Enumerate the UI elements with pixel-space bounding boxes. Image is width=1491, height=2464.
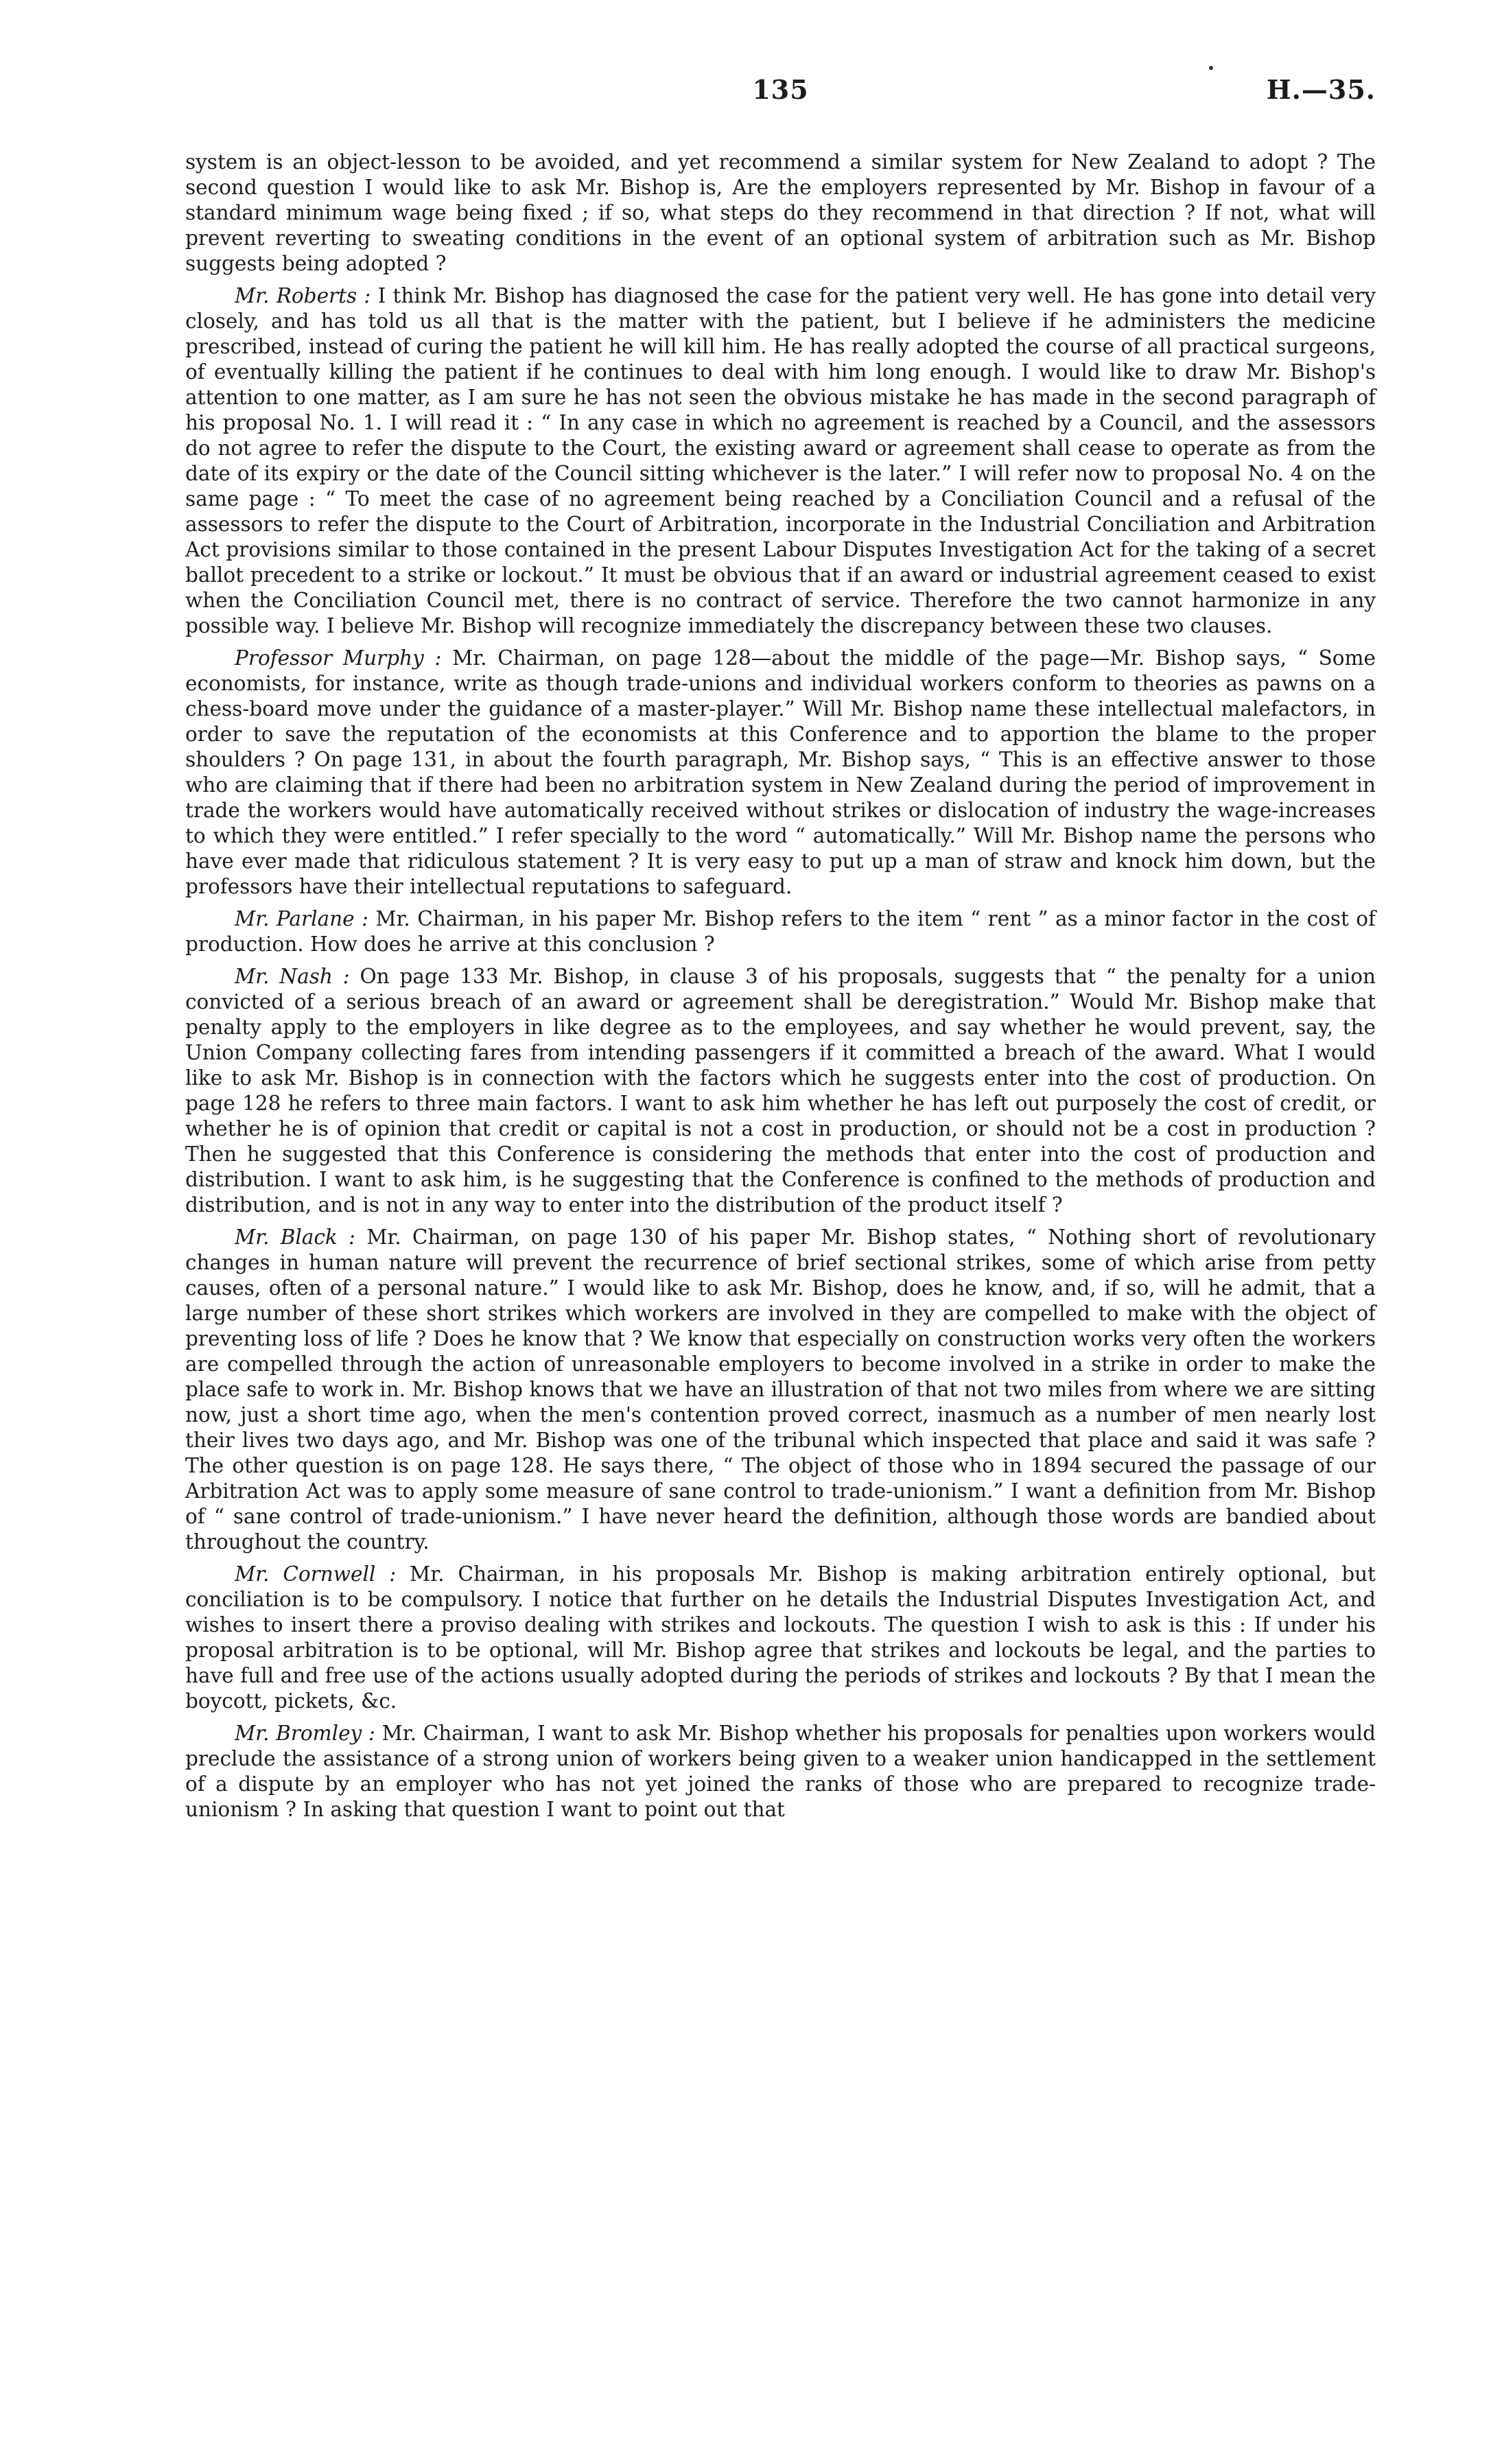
paragraph-continuation — [185, 150, 1376, 277]
paragraph-text: Mr. Chairman, in his paper Mr. Bishop refers to the item “ rent ” as a minor factor in the cost of production. How does he arrive at this conclusion ? — [185, 907, 1376, 956]
paragraph-text: I think Mr. Bishop has diagnosed the case for the patient very well. He has gone into detail very closely, and has told us all that is the matter with the patient, but I believe if he administers the medicine prescribed, instead of curing the patient he will kill him. He has really adopted the course of all practical surgeons, of eventually killing the patient if he continues to deal with him long enough. I would like to draw Mr. Bishop's attention to one matter, as I am sure he has not seen the obvious mistake he has made in the second paragraph of his proposal No. 1. I will read it : “ In any case in which no agreement is reached by a Council, and the assessors do not agree to refer the dispute to the Court, the existing award or agreement shall cease to operate as from the date of its expiry or the date of the Council sitting whichever is the later.” I will refer now to proposal No. 4 on the same page : “ To meet the case of no agreement being reached by a Conciliation Council and a refusal of the assessors to refer the dispute to the Court of Arbitration, incorporate in the Industrial Conciliation and Arbitration Act provisions similar to those contained in the present Labour Disputes Investigation Act for the taking of a secret ballot precedent to a strike or lockout.” It must be obvious that if an award or industrial agreement ceased to exist when the Conciliation Council met, there is no contract of service. Therefore the two cannot harmonize in any possible way. I believe Mr. Bishop will recognize immediately the discrepancy between these two clauses. — [185, 284, 1376, 637]
paragraph-text: Mr. Chairman, on page 128—about the middle of the page—Mr. Bishop says, “ Some economists, for instance, write as though trade-unions and individual workers conform to theories as pawns on a chess-board move under the guidance of a master-player.” Will Mr. Bishop name these intellectual malefactors, in order to save the reputation of the economists at this Conference and to apportion the blame to the proper shoulders ? On page 131, in about the fourth paragraph, Mr. Bishop says, “ This is an effective answer to those who are claiming that if there had been no arbitration system in New Zealand during the period of improvement in trade the workers would have automatically received without strikes or dislocation of industry the wage-increases to which they were entitled.” I refer specially to the word “ automatically.” Will Mr. Bishop name the persons who have ever made that ridiculous statement ? It is very easy to put up a man of straw and knock him down, but the professors have their intellectual reputations to safeguard. — [185, 646, 1376, 898]
paragraph-nash — [185, 964, 1376, 1218]
body-text — [185, 150, 1376, 1829]
paragraph-text: system is an object-lesson to be avoided, and yet recommend a similar system for New Zealand to adopt ? The second question I would like to ask Mr. Bishop is, Are the employers represented by Mr. Bishop in favour of a standard minimum wage being fixed ; if so, what steps do they recommend in that direction ? If not, what will prevent reverting to sweating conditions in the event of an optional system of arbitration such as Mr. Bishop suggests being adopted ? — [185, 150, 1376, 275]
paragraph-bromley — [185, 1721, 1376, 1822]
paragraph-text: On page 133 Mr. Bishop, in clause 3 of his proposals, suggests that “ the penalty for a union convicted of a serious breach of an award or agreement shall be deregistration.” Would Mr. Bishop make that penalty apply to the employers in like degree as to the employees, and say whether he would prevent, say, the Union Company collecting fares from intending passengers if it committed a breach of the award. What I would like to ask Mr. Bishop is in connection with the factors which he suggests enter into the cost of production. On page 128 he refers to three main factors. I want to ask him whether he has left out purposely the cost of credit, or whether he is of opinion that credit or capital is not a cost in production, or should not be a cost in production ? Then he suggested that this Conference is considering the methods that enter into the cost of production and distribution. I want to ask him, is he suggesting that the Conference is confined to the methods of production and distribution, and is not in any way to enter into the distribution of the product itself ? — [185, 965, 1376, 1217]
document-reference: H.—35. — [1266, 74, 1376, 105]
speaker-name: Mr. Roberts : — [235, 284, 371, 307]
print-mark — [1209, 66, 1213, 70]
paragraph-roberts — [185, 283, 1376, 639]
page-header — [185, 74, 1376, 115]
speaker-name: Mr. Bromley : — [235, 1722, 375, 1745]
page-number: 135 — [752, 74, 809, 105]
speaker-name: Professor Murphy : — [235, 646, 442, 670]
paragraph-text: Mr. Chairman, on page 130 of his paper Mr. Bishop states, “ Nothing short of revolutionary changes in human nature will prevent the recurrence of brief sectional strikes, some of which arise from petty causes, often of a personal nature.” I would like to ask Mr. Bishop, does he know, and, if so, will he admit, that a large number of these short strikes which workers are involved in they are compelled to make with the object of preventing loss of life ? Does he know that ? We know that especially on construction works very often the workers are compelled through the action of unreasonable employers to become involved in a strike in order to make the place safe to work in. Mr. Bishop knows that we have an illustration of that not two miles from where we are sitting now, just a short time ago, when the men's contention proved correct, inasmuch as a number of men nearly lost their lives two days ago, and Mr. Bishop was one of the tribunal which inspected that place and said it was safe ? The other question is on page 128. He says there, “ The object of those who in 1894 secured the passage of our Arbitration Act was to apply some measure of sane control to trade-unionism.” I want a definition from Mr. Bishop of “ sane control of trade-unionism.” I have never heard the definition, although those words are bandied about throughout the country. — [185, 1225, 1376, 1553]
paragraph-cornwell — [185, 1562, 1376, 1714]
paragraph-text: Mr. Chairman, in his proposals Mr. Bishop is making arbitration entirely optional, but conciliation is to be compulsory. I notice that further on he details the Industrial Disputes Investigation Act, and wishes to insert there a proviso dealing with strikes and lockouts. The question I wish to ask is this : If under his proposal arbitration is to be optional, will Mr. Bishop agree that strikes and lockouts be legal, and the parties to have full and free use of the actions usually adopted during the periods of strikes and lockouts ? By that I mean the boycott, pickets, &c. — [185, 1562, 1376, 1713]
paragraph-murphy — [185, 646, 1376, 900]
speaker-name: Mr. Parlane : — [235, 907, 368, 930]
speaker-name: Mr. Black : — [235, 1225, 355, 1249]
speaker-name: Mr. Nash : — [235, 965, 350, 988]
paragraph-text: Mr. Chairman, I want to ask Mr. Bishop whether his proposals for penalties upon workers would preclude the assistance of a strong union of workers being given to a weaker union handicapped in the settlement of a dispute by an employer who has not yet joined the ranks of those who are prepared to recognize trade-unionism ? In asking that question I want to point out that — [185, 1722, 1376, 1821]
speaker-name: Mr. Cornwell : — [235, 1562, 397, 1586]
paragraph-parlane — [185, 906, 1376, 957]
paragraph-black — [185, 1225, 1376, 1555]
